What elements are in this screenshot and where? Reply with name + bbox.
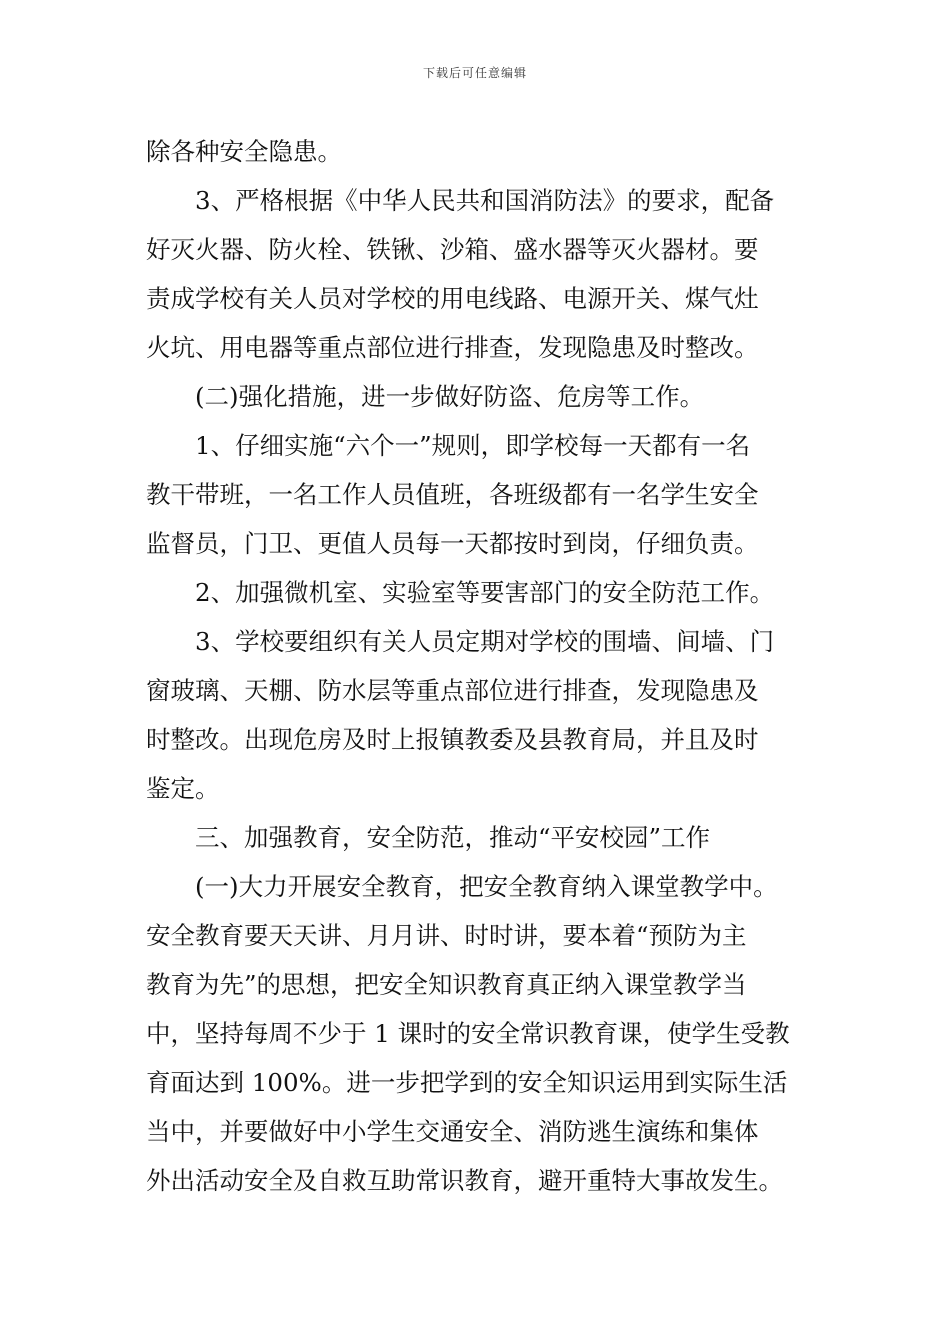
section-heading: (一)大力开展安全教育，把安全教育纳入课堂教学中。 — [195, 872, 778, 901]
text-line: 除各种安全隐患。 — [146, 137, 342, 166]
text-line: 3、严格根据《中华人民共和国消防法》的要求，配备 — [195, 186, 775, 215]
text-line: 2、加强微机室、实验室等要害部门的安全防范工作。 — [195, 578, 775, 607]
section-heading: 三、加强教育，安全防范，推动“平安校园”工作 — [195, 823, 711, 852]
text-line: 安全教育要天天讲、月月讲、时时讲，要本着“预防为主 — [146, 921, 747, 950]
section-heading: (二)强化措施，进一步做好防盗、危房等工作。 — [195, 382, 705, 411]
page-header: 下载后可任意编辑 — [422, 66, 527, 80]
text-line: 鉴定。 — [146, 774, 220, 803]
text-line: 育面达到 100%。进一步把学到的安全知识运用到实际生活 — [146, 1068, 788, 1097]
text-line: 时整改。出现危房及时上报镇教委及县教育局，并且及时 — [146, 725, 759, 754]
text-line: 中，坚持每周不少于 1 课时的安全常识教育课，使学生受教 — [146, 1019, 790, 1048]
text-line: 当中，并要做好中小学生交通安全、消防逃生演练和集体 — [146, 1117, 759, 1146]
document-body — [146, 127, 814, 1205]
text-line: 教干带班，一名工作人员值班，各班级都有一名学生安全 — [146, 480, 759, 509]
text-line: 责成学校有关人员对学校的用电线路、电源开关、煤气灶 — [146, 284, 759, 313]
text-line: 监督员，门卫、更值人员每一天都按时到岗，仔细负责。 — [146, 529, 759, 558]
text-line: 1、仔细实施“六个一”规则，即学校每一天都有一名 — [195, 431, 751, 460]
text-line: 3、学校要组织有关人员定期对学校的围墙、间墙、门 — [195, 627, 775, 656]
text-line: 教育为先”的思想，把安全知识教育真正纳入课堂教学当 — [146, 970, 747, 999]
text-line: 窗玻璃、天棚、防水层等重点部位进行排查，发现隐患及 — [146, 676, 759, 705]
text-line: 外出活动安全及自救互助常识教育，避开重特大事故发生。 — [146, 1166, 783, 1195]
text-line: 火坑、用电器等重点部位进行排查，发现隐患及时整改。 — [146, 333, 759, 362]
text-line: 好灭火器、防火栓、铁锹、沙箱、盛水器等灭火器材。要 — [146, 235, 759, 264]
